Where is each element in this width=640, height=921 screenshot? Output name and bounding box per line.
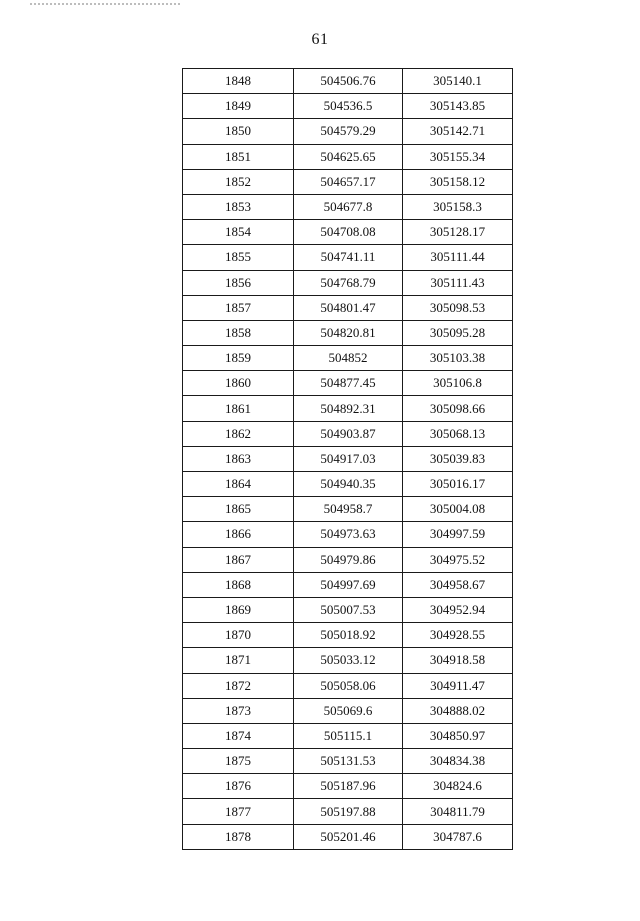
x-coordinate-cell: 505115.1 [294,723,403,748]
point-number-cell: 1861 [183,396,294,421]
y-coordinate-cell: 304958.67 [403,572,513,597]
x-coordinate-cell: 504852 [294,346,403,371]
point-number-cell: 1851 [183,144,294,169]
x-coordinate-cell: 505069.6 [294,698,403,723]
point-number-cell: 1869 [183,597,294,622]
y-coordinate-cell: 305098.66 [403,396,513,421]
point-number-cell: 1875 [183,749,294,774]
table-row [183,673,513,698]
coordinates-table-body [183,69,513,850]
y-coordinate-cell: 304975.52 [403,547,513,572]
table-row [183,144,513,169]
point-number-cell: 1857 [183,295,294,320]
point-number-cell: 1867 [183,547,294,572]
table-row [183,220,513,245]
x-coordinate-cell: 504877.45 [294,371,403,396]
table-row [183,446,513,471]
y-coordinate-cell: 305111.43 [403,270,513,295]
y-coordinate-cell: 305111.44 [403,245,513,270]
coordinates-table [182,68,513,850]
table-row [183,623,513,648]
x-coordinate-cell: 504979.86 [294,547,403,572]
y-coordinate-cell: 304918.58 [403,648,513,673]
x-coordinate-cell: 505007.53 [294,597,403,622]
point-number-cell: 1860 [183,371,294,396]
point-number-cell: 1870 [183,623,294,648]
point-number-cell: 1854 [183,220,294,245]
point-number-cell: 1855 [183,245,294,270]
y-coordinate-cell: 305016.17 [403,472,513,497]
y-coordinate-cell: 305158.12 [403,169,513,194]
y-coordinate-cell: 305142.71 [403,119,513,144]
table-row [183,421,513,446]
x-coordinate-cell: 504892.31 [294,396,403,421]
y-coordinate-cell: 305098.53 [403,295,513,320]
point-number-cell: 1858 [183,320,294,345]
point-number-cell: 1876 [183,774,294,799]
y-coordinate-cell: 305068.13 [403,421,513,446]
table-row [183,270,513,295]
point-number-cell: 1868 [183,572,294,597]
point-number-cell: 1877 [183,799,294,824]
y-coordinate-cell: 305140.1 [403,69,513,94]
x-coordinate-cell: 505187.96 [294,774,403,799]
point-number-cell: 1852 [183,169,294,194]
y-coordinate-cell: 305039.83 [403,446,513,471]
x-coordinate-cell: 505201.46 [294,824,403,849]
table-row [183,295,513,320]
table-row [183,371,513,396]
point-number-cell: 1856 [183,270,294,295]
y-coordinate-cell: 305143.85 [403,94,513,119]
table-row [183,522,513,547]
table-row [183,648,513,673]
y-coordinate-cell: 304911.47 [403,673,513,698]
point-number-cell: 1859 [183,346,294,371]
x-coordinate-cell: 504579.29 [294,119,403,144]
x-coordinate-cell: 504625.65 [294,144,403,169]
table-row [183,497,513,522]
y-coordinate-cell: 305004.08 [403,497,513,522]
table-row [183,194,513,219]
y-coordinate-cell: 305155.34 [403,144,513,169]
table-row [183,698,513,723]
x-coordinate-cell: 504973.63 [294,522,403,547]
point-number-cell: 1862 [183,421,294,446]
point-number-cell: 1878 [183,824,294,849]
x-coordinate-cell: 505131.53 [294,749,403,774]
point-number-cell: 1863 [183,446,294,471]
y-coordinate-cell: 305103.38 [403,346,513,371]
x-coordinate-cell: 504768.79 [294,270,403,295]
table-row [183,723,513,748]
table-row [183,572,513,597]
y-coordinate-cell: 304997.59 [403,522,513,547]
x-coordinate-cell: 505197.88 [294,799,403,824]
table-row [183,245,513,270]
table-row [183,547,513,572]
x-coordinate-cell: 504657.17 [294,169,403,194]
table-row [183,749,513,774]
y-coordinate-cell: 304787.6 [403,824,513,849]
y-coordinate-cell: 305106.8 [403,371,513,396]
table-row [183,472,513,497]
x-coordinate-cell: 504677.8 [294,194,403,219]
table-row [183,69,513,94]
table-row [183,320,513,345]
point-number-cell: 1866 [183,522,294,547]
x-coordinate-cell: 505018.92 [294,623,403,648]
y-coordinate-cell: 304850.97 [403,723,513,748]
table-row [183,169,513,194]
y-coordinate-cell: 304824.6 [403,774,513,799]
table-row [183,597,513,622]
x-coordinate-cell: 505058.06 [294,673,403,698]
table-row [183,119,513,144]
point-number-cell: 1871 [183,648,294,673]
y-coordinate-cell: 304888.02 [403,698,513,723]
point-number-cell: 1864 [183,472,294,497]
y-coordinate-cell: 304952.94 [403,597,513,622]
x-coordinate-cell: 504820.81 [294,320,403,345]
point-number-cell: 1873 [183,698,294,723]
x-coordinate-cell: 504940.35 [294,472,403,497]
table-row [183,396,513,421]
point-number-cell: 1848 [183,69,294,94]
x-coordinate-cell: 504997.69 [294,572,403,597]
point-number-cell: 1850 [183,119,294,144]
x-coordinate-cell: 504903.87 [294,421,403,446]
point-number-cell: 1874 [183,723,294,748]
x-coordinate-cell: 504741.11 [294,245,403,270]
point-number-cell: 1849 [183,94,294,119]
table-row [183,799,513,824]
x-coordinate-cell: 504708.08 [294,220,403,245]
x-coordinate-cell: 504536.5 [294,94,403,119]
y-coordinate-cell: 305128.17 [403,220,513,245]
x-coordinate-cell: 505033.12 [294,648,403,673]
page-number: 61 [311,31,329,48]
table-row [183,94,513,119]
point-number-cell: 1853 [183,194,294,219]
table-row [183,346,513,371]
y-coordinate-cell: 305095.28 [403,320,513,345]
x-coordinate-cell: 504801.47 [294,295,403,320]
y-coordinate-cell: 305158.3 [403,194,513,219]
point-number-cell: 1865 [183,497,294,522]
y-coordinate-cell: 304811.79 [403,799,513,824]
table-row [183,774,513,799]
x-coordinate-cell: 504917.03 [294,446,403,471]
scan-artifact [30,3,180,8]
point-number-cell: 1872 [183,673,294,698]
y-coordinate-cell: 304928.55 [403,623,513,648]
table-row [183,824,513,849]
x-coordinate-cell: 504506.76 [294,69,403,94]
x-coordinate-cell: 504958.7 [294,497,403,522]
y-coordinate-cell: 304834.38 [403,749,513,774]
